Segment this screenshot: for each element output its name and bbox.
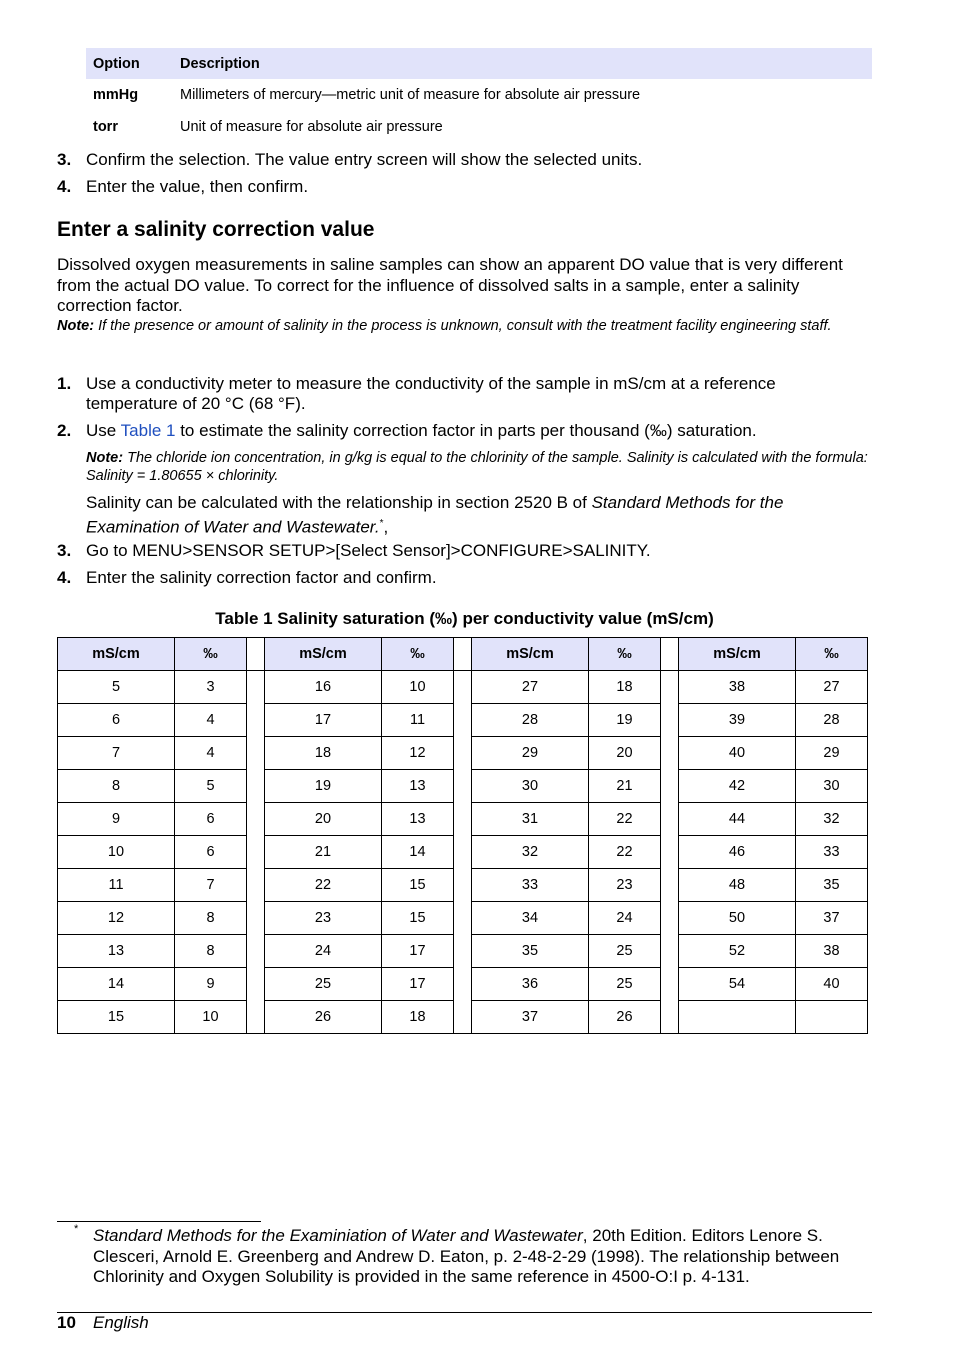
conductivity-cell: 7 [58, 737, 175, 770]
conductivity-cell: 27 [472, 671, 589, 704]
note-label: Note: [57, 318, 95, 334]
salinity-cell: 11 [382, 704, 454, 737]
header-ms-cm: mS/cm [265, 638, 382, 671]
footer-language: English [93, 1313, 149, 1332]
salinity-cell: 28 [796, 704, 868, 737]
salinity-cell: 13 [382, 770, 454, 803]
salinity-cell: 19 [589, 704, 661, 737]
step-text [86, 421, 872, 441]
salinity-cell: 35 [796, 869, 868, 902]
conductivity-cell: 14 [58, 968, 175, 1001]
conductivity-cell: 52 [679, 935, 796, 968]
conductivity-cell: 24 [265, 935, 382, 968]
salinity-cell: 22 [589, 803, 661, 836]
salinity-cell: 22 [589, 836, 661, 869]
footnote-ref[interactable]: * [379, 517, 384, 529]
conductivity-cell: 42 [679, 770, 796, 803]
option-name: mmHg [93, 87, 139, 103]
option-header: Option [86, 48, 173, 79]
step-2 [57, 421, 872, 441]
empty-cell [679, 1001, 796, 1034]
step-text-post: to estimate the salinity correction factor in parts per thousand (‰) saturation. [175, 421, 757, 440]
salinity-cell: 17 [382, 935, 454, 968]
salinity-cell: 4 [175, 704, 247, 737]
conductivity-cell: 16 [265, 671, 382, 704]
header-ms-cm: mS/cm [472, 638, 589, 671]
calc-text: Salinity can be calculated with the relationship in section 2520 B of [86, 493, 592, 512]
conductivity-cell: 36 [472, 968, 589, 1001]
conductivity-cell: 6 [58, 704, 175, 737]
conductivity-cell: 13 [58, 935, 175, 968]
table-caption: Table 1 Salinity saturation (‰) per conductivity value (mS/cm) [215, 609, 714, 628]
step-number: 4. [57, 568, 72, 587]
conductivity-cell: 54 [679, 968, 796, 1001]
reference-title: Standard Methods for the Examination of Water and Wastewater [86, 493, 784, 537]
note-text: The chloride ion concentration, in g/kg is equal to the chlorinity of the sample. Salinity is calculated with the formula: Salinity = 1.80655 × chlorinity. [86, 450, 868, 484]
step-text: Enter the salinity correction factor and confirm. [86, 568, 437, 587]
option-description: Millimeters of mercury—metric unit of measure for absolute air pressure [180, 87, 641, 103]
table-row [58, 671, 868, 704]
column-gap [661, 671, 679, 1034]
description-header: Description [173, 48, 872, 79]
salinity-cell: 8 [175, 935, 247, 968]
conductivity-cell: 25 [265, 968, 382, 1001]
step-4 [57, 568, 872, 588]
salinity-cell: 30 [796, 770, 868, 803]
section-heading: Enter a salinity correction value [57, 218, 375, 241]
salinity-cell: 37 [796, 902, 868, 935]
footnote-rest: , 20th Edition. Editors Lenore S. Clesceri, Arnold E. Greenberg and Andrew D. Eaton, p. 2-48-2-29 (1998). The relationship between Chlorinity and Oxygen Solubility is provided in the same reference in 4500-O:I p. 4-131. [93, 1226, 840, 1286]
salinity-cell: 15 [382, 869, 454, 902]
option-row [86, 79, 872, 111]
salinity-cell: 17 [382, 968, 454, 1001]
salinity-cell: 4 [175, 737, 247, 770]
option-description: Unit of measure for absolute air pressure [180, 119, 443, 135]
conductivity-cell: 10 [58, 836, 175, 869]
step-text: Enter the value, then confirm. [86, 177, 309, 196]
step-number: 1. [57, 374, 72, 393]
conductivity-cell: 50 [679, 902, 796, 935]
conductivity-cell: 28 [472, 704, 589, 737]
salinity-cell: 21 [589, 770, 661, 803]
salinity-cell: 12 [382, 737, 454, 770]
option-name: torr [93, 119, 118, 135]
step-text: Use a conductivity meter to measure the conductivity of the sample in mS/cm at a reference temperature of 20 °C (68 °F). [86, 374, 776, 413]
salinity-cell: 29 [796, 737, 868, 770]
conductivity-cell: 23 [265, 902, 382, 935]
salinity-cell: 38 [796, 935, 868, 968]
conductivity-cell: 30 [472, 770, 589, 803]
salinity-cell: 26 [589, 1001, 661, 1034]
column-gap [454, 638, 472, 671]
salinity-cell: 25 [589, 968, 661, 1001]
salinity-cell: 13 [382, 803, 454, 836]
footnote-separator [57, 1221, 261, 1222]
salinity-cell: 3 [175, 671, 247, 704]
salinity-cell: 27 [796, 671, 868, 704]
step-4-top [57, 177, 872, 197]
conductivity-cell: 29 [472, 737, 589, 770]
conductivity-cell: 39 [679, 704, 796, 737]
step-number: 4. [57, 177, 72, 196]
conductivity-cell: 32 [472, 836, 589, 869]
conductivity-cell: 35 [472, 935, 589, 968]
salinity-calc-paragraph [86, 493, 872, 538]
salinity-cell: 23 [589, 869, 661, 902]
conductivity-cell: 19 [265, 770, 382, 803]
conductivity-cell: 20 [265, 803, 382, 836]
footnote-mark: * [74, 1223, 79, 1235]
step-1 [57, 374, 872, 414]
salinity-cell: 40 [796, 968, 868, 1001]
step-number: 3. [57, 541, 72, 560]
step-number: 2. [57, 421, 72, 440]
conductivity-cell: 34 [472, 902, 589, 935]
header-ms-cm: mS/cm [58, 638, 175, 671]
salinity-cell: 10 [175, 1001, 247, 1034]
intro-paragraph: Dissolved oxygen measurements in saline samples can show an apparent DO value that is very different from the actual DO value. To correct for the influence of dissolved salts in a sample, enter a salinity correction factor. [57, 255, 843, 315]
salinity-cell: 18 [589, 671, 661, 704]
footer-rule [57, 1312, 872, 1313]
step-text-pre: Use [86, 421, 121, 440]
table-1-link[interactable]: Table 1 [120, 421, 176, 440]
footnote-title: Standard Methods for the Examiniation of Water and Wastewater [93, 1226, 583, 1245]
step-text: Confirm the selection. The value entry screen will show the selected units. [86, 150, 643, 169]
conductivity-cell: 9 [58, 803, 175, 836]
salinity-cell: 20 [589, 737, 661, 770]
footnote-text [93, 1226, 883, 1288]
column-gap [454, 671, 472, 1034]
salinity-cell: 14 [382, 836, 454, 869]
salinity-table [57, 637, 868, 1034]
empty-cell [796, 1001, 868, 1034]
conductivity-cell: 40 [679, 737, 796, 770]
column-gap [247, 671, 265, 1034]
conductivity-cell: 46 [679, 836, 796, 869]
header-permil: ‰ [382, 638, 454, 671]
salinity-cell: 7 [175, 869, 247, 902]
conductivity-cell: 15 [58, 1001, 175, 1034]
conductivity-cell: 22 [265, 869, 382, 902]
salinity-cell: 18 [382, 1001, 454, 1034]
step-3-top [57, 150, 872, 170]
salinity-cell: 5 [175, 770, 247, 803]
salinity-cell: 24 [589, 902, 661, 935]
conductivity-cell: 37 [472, 1001, 589, 1034]
column-gap [247, 638, 265, 671]
conductivity-cell: 8 [58, 770, 175, 803]
salinity-cell: 25 [589, 935, 661, 968]
conductivity-cell: 44 [679, 803, 796, 836]
conductivity-cell: 12 [58, 902, 175, 935]
conductivity-cell: 33 [472, 869, 589, 902]
option-table [86, 48, 872, 143]
salinity-cell: 8 [175, 902, 247, 935]
step-text: Go to MENU>SENSOR SETUP>[Select Sensor]>CONFIGURE>SALINITY. [86, 541, 651, 560]
salinity-cell: 6 [175, 803, 247, 836]
header-permil: ‰ [796, 638, 868, 671]
conductivity-cell: 38 [679, 671, 796, 704]
conductivity-cell: 17 [265, 704, 382, 737]
conductivity-cell: 21 [265, 836, 382, 869]
conductivity-cell: 31 [472, 803, 589, 836]
salinity-note [57, 317, 877, 335]
salinity-cell: 32 [796, 803, 868, 836]
conductivity-cell: 18 [265, 737, 382, 770]
note-label: Note: [86, 450, 124, 466]
salinity-table-header [58, 638, 868, 671]
column-gap [661, 638, 679, 671]
salinity-cell: 10 [382, 671, 454, 704]
header-permil: ‰ [589, 638, 661, 671]
chloride-note [86, 449, 876, 485]
step-number: 3. [57, 150, 72, 169]
header-permil: ‰ [175, 638, 247, 671]
conductivity-cell: 5 [58, 671, 175, 704]
conductivity-cell: 26 [265, 1001, 382, 1034]
salinity-cell: 6 [175, 836, 247, 869]
header-ms-cm: mS/cm [679, 638, 796, 671]
option-row [86, 111, 872, 143]
note-text: If the presence or amount of salinity in the process is unknown, consult with the treatment facility engineering staff. [98, 318, 832, 334]
conductivity-cell: 48 [679, 869, 796, 902]
option-table-header [86, 48, 872, 79]
salinity-cell: 9 [175, 968, 247, 1001]
salinity-cell: 15 [382, 902, 454, 935]
step-3 [57, 541, 872, 561]
conductivity-cell: 11 [58, 869, 175, 902]
salinity-cell: 33 [796, 836, 868, 869]
reference-period: . [374, 517, 380, 537]
page-number: 10 [57, 1313, 76, 1332]
calc-comma: , [383, 517, 389, 537]
